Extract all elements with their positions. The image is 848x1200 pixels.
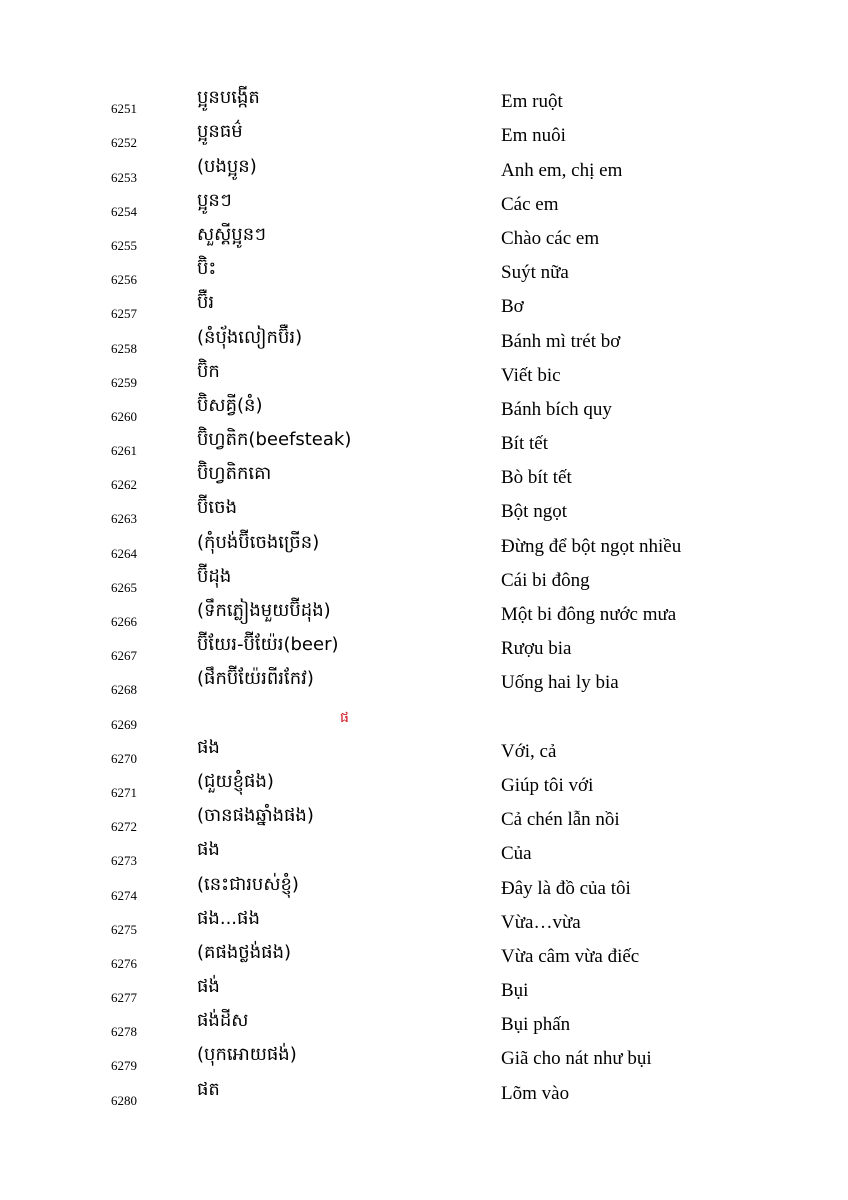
vietnamese-translation: Vừa câm vừa điếc — [501, 945, 640, 967]
entry-row — [0, 495, 848, 529]
khmer-term: ប៊ិះ — [197, 258, 217, 280]
khmer-term: (នេះជារបស់ខ្ញុំ) — [197, 873, 299, 895]
entry-row — [0, 735, 848, 769]
khmer-term: ផង — [197, 736, 220, 758]
khmer-term: ប៊ីចេង — [197, 497, 237, 519]
entry-number: 6269 — [111, 716, 137, 732]
vietnamese-translation: Cái bi đông — [501, 569, 590, 591]
vietnamese-translation: Đừng để bột ngọt nhiều — [501, 535, 682, 557]
khmer-term: (គផងថ្លង់ផង) — [197, 941, 292, 963]
entry-number: 6276 — [111, 955, 137, 971]
vietnamese-translation: Chào các em — [501, 227, 600, 249]
khmer-term: (កុំបង់ប៊ីចេងច្រើន) — [197, 531, 320, 553]
khmer-term: (នំប៉័ងលៀកប៊ឺរ) — [197, 326, 303, 348]
entry-number: 6264 — [111, 545, 137, 561]
entry-row — [0, 974, 848, 1008]
vietnamese-translation: Giã cho nát như bụi — [501, 1048, 652, 1070]
entry-number: 6280 — [111, 1092, 137, 1108]
entry-row — [0, 427, 848, 461]
entry-row — [0, 906, 848, 940]
entry-number: 6261 — [111, 443, 137, 459]
entry-number: 6255 — [111, 237, 137, 253]
entry-row — [0, 393, 848, 427]
vietnamese-translation: Đây là đồ của tôi — [501, 877, 631, 899]
entry-number: 6278 — [111, 1024, 137, 1040]
entry-row — [0, 871, 848, 905]
khmer-term: ផង់ដីស — [197, 1010, 249, 1032]
entry-row — [0, 1076, 848, 1110]
vietnamese-translation: Anh em, chị em — [501, 159, 623, 181]
entry-row — [0, 359, 848, 393]
entry-row — [0, 769, 848, 803]
vietnamese-translation: Bụi — [501, 980, 529, 1002]
entry-number: 6272 — [111, 819, 137, 835]
vietnamese-translation: Bánh bích quy — [501, 398, 612, 420]
entry-number: 6265 — [111, 579, 137, 595]
khmer-term: (ចានផងឆ្នាំងផង) — [197, 805, 314, 827]
entry-row — [0, 119, 848, 153]
entry-row — [0, 632, 848, 666]
entry-number: 6279 — [111, 1058, 137, 1074]
entry-number: 6266 — [111, 614, 137, 629]
entry-row — [0, 153, 848, 187]
entry-row — [0, 1042, 848, 1076]
entry-list — [0, 85, 848, 1111]
vietnamese-translation: Cả chén lẫn nồi — [501, 809, 620, 831]
entry-number: 6271 — [111, 784, 137, 800]
khmer-term: (បុកអោយផង់) — [197, 1044, 297, 1066]
vietnamese-translation: Uống hai ly bia — [501, 672, 619, 694]
vietnamese-translation: Với, cả — [501, 740, 557, 762]
khmer-term: ប៊ឺរ — [197, 292, 215, 314]
entry-row — [0, 256, 848, 290]
khmer-term: ផង់ — [197, 976, 220, 998]
entry-number: 6270 — [111, 750, 137, 766]
entry-row — [0, 188, 848, 222]
khmer-term: ប៊ិក — [197, 360, 220, 382]
entry-number: 6256 — [111, 272, 137, 288]
entry-number: 6275 — [111, 921, 137, 937]
khmer-term: ប៊ីដុង — [197, 565, 232, 587]
entry-number: 6268 — [111, 682, 137, 698]
entry-number: 6262 — [111, 477, 137, 493]
entry-row — [0, 324, 848, 358]
entry-number: 6251 — [111, 101, 137, 117]
entry-row — [0, 666, 848, 700]
vietnamese-translation: Bánh mì trét bơ — [501, 330, 621, 352]
khmer-term: សួស្តីប្អូនៗ — [197, 223, 266, 245]
entry-number: 6263 — [111, 511, 137, 527]
entry-row — [0, 598, 848, 632]
khmer-term: ប្អូនធម៌ — [197, 121, 243, 143]
khmer-term: ប្អូនបង្កើត — [197, 87, 260, 109]
vietnamese-translation: Vừa…vừa — [501, 911, 581, 933]
entry-number: 6273 — [111, 853, 137, 869]
vietnamese-translation: Bò bít tết — [501, 467, 572, 489]
vietnamese-translation: Của — [501, 843, 532, 865]
khmer-term: (ជួយខ្ញុំផង) — [197, 770, 274, 792]
vietnamese-translation: Bít tết — [501, 433, 548, 455]
khmer-term: (បងប្អូន) — [197, 155, 257, 177]
vietnamese-translation: Các em — [501, 193, 559, 215]
entry-number: 6259 — [111, 374, 137, 390]
vietnamese-translation: Lõm vào — [501, 1082, 570, 1104]
vietnamese-translation: Bột ngọt — [501, 501, 567, 523]
vietnamese-translation: Giúp tôi với — [501, 774, 594, 796]
entry-row — [0, 837, 848, 871]
vietnamese-translation: Bơ — [501, 296, 524, 318]
vietnamese-translation: Một bi đông nước mưa — [501, 604, 677, 625]
entry-number: 6258 — [111, 340, 137, 356]
vietnamese-translation: Viết bic — [501, 364, 561, 386]
vietnamese-translation: Suýt nữa — [501, 262, 569, 284]
section-header-row — [0, 700, 848, 734]
entry-number: 6274 — [111, 887, 137, 903]
entry-row — [0, 940, 848, 974]
entry-number: 6253 — [111, 169, 137, 185]
khmer-term: ប៊ិហ្វតិក(beefsteak) — [197, 429, 352, 451]
entry-row — [0, 529, 848, 563]
entry-row — [0, 85, 848, 119]
khmer-term: ផង...ផង — [197, 907, 260, 929]
entry-number: 6257 — [111, 306, 137, 322]
entry-number: 6277 — [111, 990, 137, 1006]
vietnamese-translation: Em nuôi — [501, 125, 566, 147]
khmer-term: ប៊ីយែរ-ប៊ីយ៉ែរ(beer) — [197, 634, 339, 656]
section-letter: ផ — [340, 709, 349, 726]
entry-row — [0, 1008, 848, 1042]
khmer-term: ប៊ិសគ្វី(នំ) — [197, 394, 263, 416]
entry-number: 6254 — [111, 203, 137, 219]
khmer-term: (ផឹកប៊ីយ៉ែរពីរកែវ) — [197, 668, 314, 690]
khmer-term: (ទឹកភ្លៀងមួយប៊ីដុង) — [197, 600, 331, 621]
entry-number: 6252 — [111, 135, 137, 151]
entry-row — [0, 564, 848, 598]
entry-row — [0, 461, 848, 495]
entry-row — [0, 803, 848, 837]
khmer-term: ផត — [197, 1078, 220, 1100]
entry-number: 6267 — [111, 648, 137, 664]
khmer-term: ប្អូនៗ — [197, 189, 232, 211]
entry-row — [0, 290, 848, 324]
khmer-term: ផង — [197, 839, 220, 861]
vietnamese-translation: Em ruột — [501, 91, 563, 113]
vietnamese-translation: Bụi phấn — [501, 1014, 571, 1036]
entry-row — [0, 222, 848, 256]
vietnamese-translation: Rượu bia — [501, 638, 572, 660]
khmer-term: ប៊ិហ្វតិកគោ — [197, 463, 272, 485]
entry-number: 6260 — [111, 408, 137, 424]
